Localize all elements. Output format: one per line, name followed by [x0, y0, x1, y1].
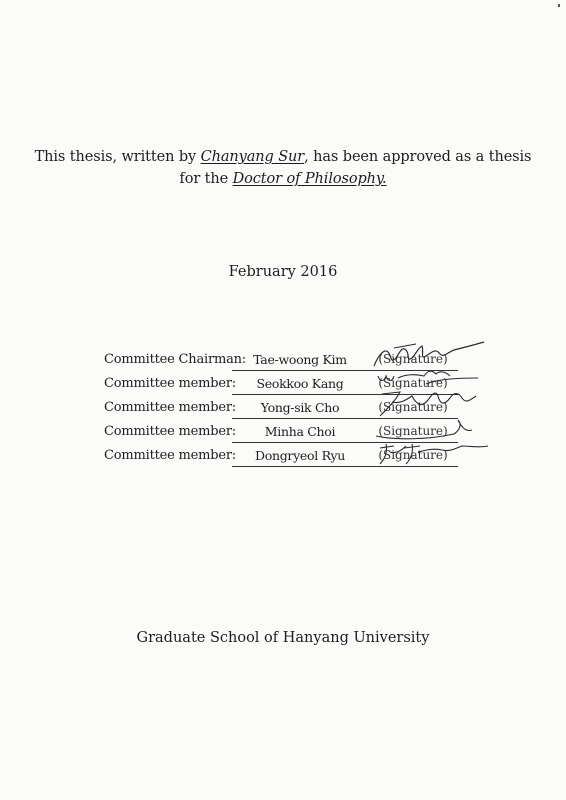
school-name: Graduate School of Hanyang University [136, 630, 430, 646]
committee-name: Tae-woong Kim [253, 352, 347, 367]
committee-role: Committee Chairman: [104, 352, 247, 367]
statement-line-1 [0, 146, 566, 168]
statement-middle: , has been approved as a thesis [304, 149, 532, 165]
committee-name: Yong-sik Cho [260, 400, 340, 415]
scan-speck [558, 4, 560, 7]
signature-label: (Signature) [378, 400, 448, 414]
approval-statement [0, 146, 566, 190]
signature-line [368, 352, 458, 371]
name-line [232, 424, 368, 443]
committee-row [104, 376, 464, 400]
committee-name: Minha Choi [264, 424, 336, 439]
committee-role: Committee member: [104, 448, 237, 463]
signature-label: (Signature) [378, 376, 448, 390]
committee-row [104, 448, 464, 472]
name-line [232, 400, 368, 419]
signature-line [368, 424, 458, 443]
name-line [232, 448, 368, 467]
degree-name: Doctor of Philosophy. [232, 171, 387, 187]
committee-row [104, 424, 464, 448]
committee-role: Committee member: [104, 400, 237, 415]
committee-role: Committee member: [104, 376, 237, 391]
signature-line [368, 376, 458, 395]
name-line [232, 376, 368, 395]
committee-role: Committee member: [104, 424, 237, 439]
signature-label: (Signature) [378, 424, 448, 438]
signature-label: (Signature) [378, 448, 448, 462]
signature-line [368, 448, 458, 467]
committee-row [104, 352, 464, 376]
approval-date: February 2016 [228, 264, 338, 280]
committee-name: Dongryeol Ryu [255, 448, 345, 463]
author-name: Chanyang Sur [200, 149, 305, 165]
committee-name: Seokkoo Kang [256, 376, 344, 391]
statement-prefix: This thesis, written by [34, 149, 201, 165]
committee-list [104, 352, 464, 472]
statement-line2-prefix: for the [179, 171, 233, 187]
committee-row [104, 400, 464, 424]
name-line [232, 352, 368, 371]
statement-line-2 [0, 168, 566, 190]
signature-label: (Signature) [378, 352, 448, 366]
signature-line [368, 400, 458, 419]
